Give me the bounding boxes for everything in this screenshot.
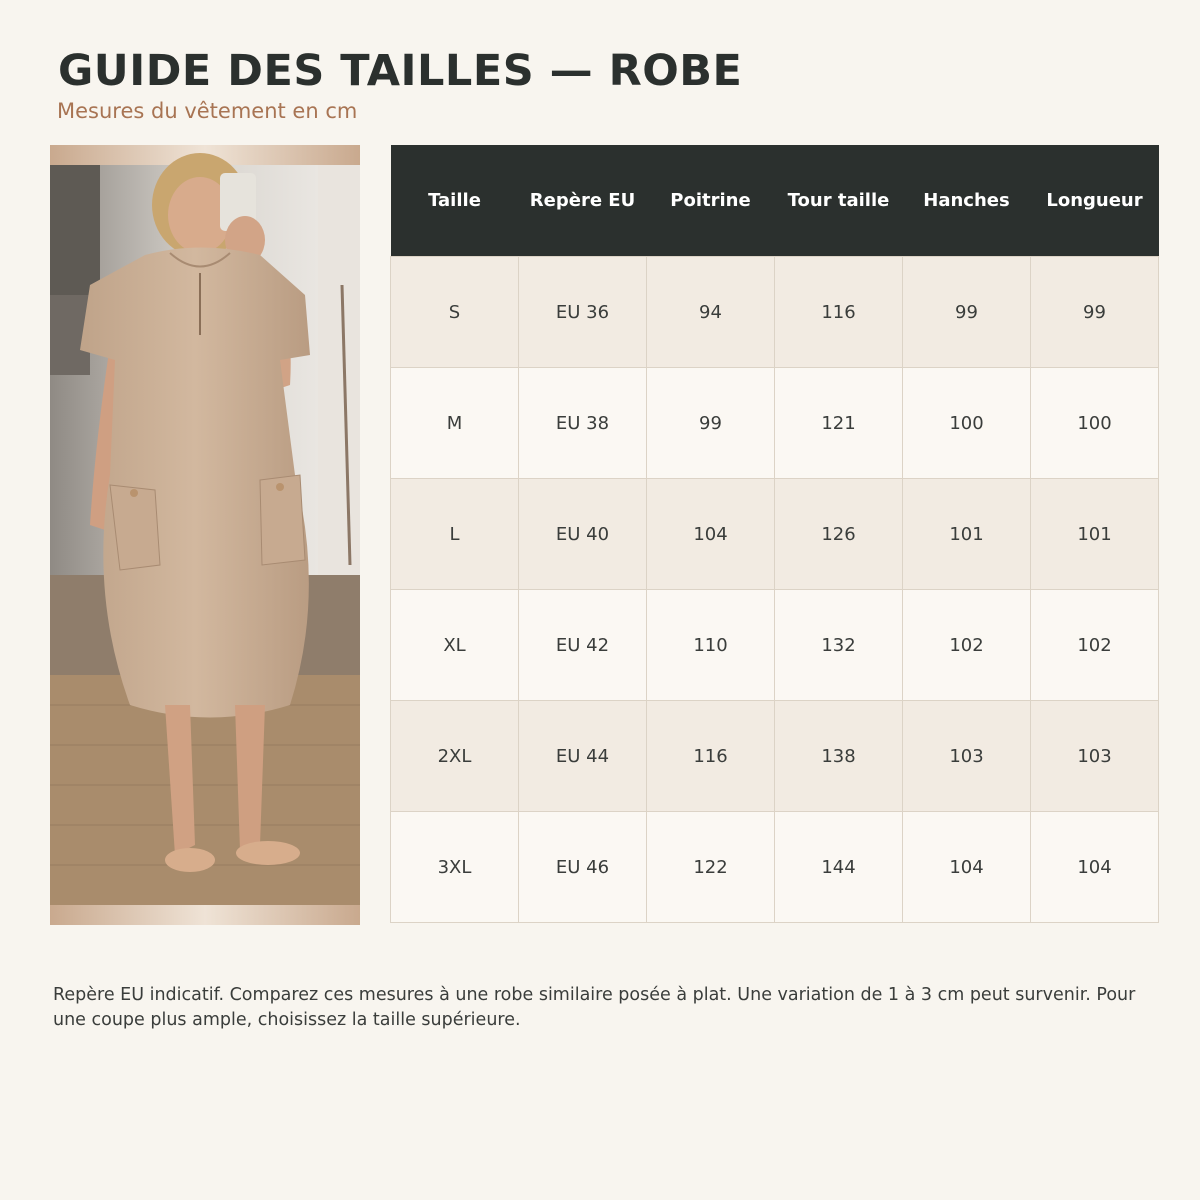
table-cell: 102 xyxy=(1031,590,1159,701)
column-header-longueur: Longueur xyxy=(1031,145,1159,257)
table-cell: EU 40 xyxy=(519,479,647,590)
table-cell: 99 xyxy=(903,257,1031,368)
table-cell: 103 xyxy=(1031,701,1159,812)
table-cell: 100 xyxy=(1031,368,1159,479)
fit-note: Repère EU indicatif. Comparez ces mesures à une robe similaire posée à plat. Une variation de 1 à 3 cm peut survenir. Pour une coupe plus ample, choisissez la taille supérieure. xyxy=(53,984,1136,1030)
table-row xyxy=(391,590,1159,701)
table-cell: 101 xyxy=(1031,479,1159,590)
table-header-row xyxy=(391,145,1159,257)
table-cell: 101 xyxy=(903,479,1031,590)
table-cell: EU 42 xyxy=(519,590,647,701)
table-cell: EU 46 xyxy=(519,812,647,923)
table-cell: 2XL xyxy=(391,701,519,812)
table-cell: 103 xyxy=(903,701,1031,812)
table-cell: 100 xyxy=(903,368,1031,479)
table-cell: EU 36 xyxy=(519,257,647,368)
table-cell: 132 xyxy=(775,590,903,701)
column-header-hanches: Hanches xyxy=(903,145,1031,257)
table-cell: S xyxy=(391,257,519,368)
table-cell: XL xyxy=(391,590,519,701)
table-cell: 104 xyxy=(1031,812,1159,923)
table-row xyxy=(391,368,1159,479)
table-row xyxy=(391,257,1159,368)
table-cell: 104 xyxy=(903,812,1031,923)
table-cell: 122 xyxy=(647,812,775,923)
table-cell: 104 xyxy=(647,479,775,590)
table-cell: EU 44 xyxy=(519,701,647,812)
column-header-repere-eu: Repère EU xyxy=(519,145,647,257)
page-subtitle: Mesures du vêtement en cm xyxy=(57,99,358,123)
table-cell: 110 xyxy=(647,590,775,701)
dress-photo-illustration xyxy=(50,145,360,925)
column-header-taille: Taille xyxy=(391,145,519,257)
page-title: GUIDE DES TAILLES — ROBE xyxy=(58,46,743,96)
table-cell: 144 xyxy=(775,812,903,923)
table-cell: 138 xyxy=(775,701,903,812)
column-header-tour-taille: Tour taille xyxy=(775,145,903,257)
table-cell: 99 xyxy=(1031,257,1159,368)
table-cell: M xyxy=(391,368,519,479)
size-table xyxy=(390,145,1159,923)
table-row xyxy=(391,812,1159,923)
table-cell: L xyxy=(391,479,519,590)
product-photo xyxy=(50,145,360,925)
table-cell: 116 xyxy=(647,701,775,812)
table-cell: 126 xyxy=(775,479,903,590)
table-cell: 102 xyxy=(903,590,1031,701)
table-cell: 99 xyxy=(647,368,775,479)
table-cell: 3XL xyxy=(391,812,519,923)
column-header-poitrine: Poitrine xyxy=(647,145,775,257)
table-row xyxy=(391,701,1159,812)
table-cell: EU 38 xyxy=(519,368,647,479)
table-cell: 121 xyxy=(775,368,903,479)
table-row xyxy=(391,479,1159,590)
table-cell: 94 xyxy=(647,257,775,368)
table-cell: 116 xyxy=(775,257,903,368)
